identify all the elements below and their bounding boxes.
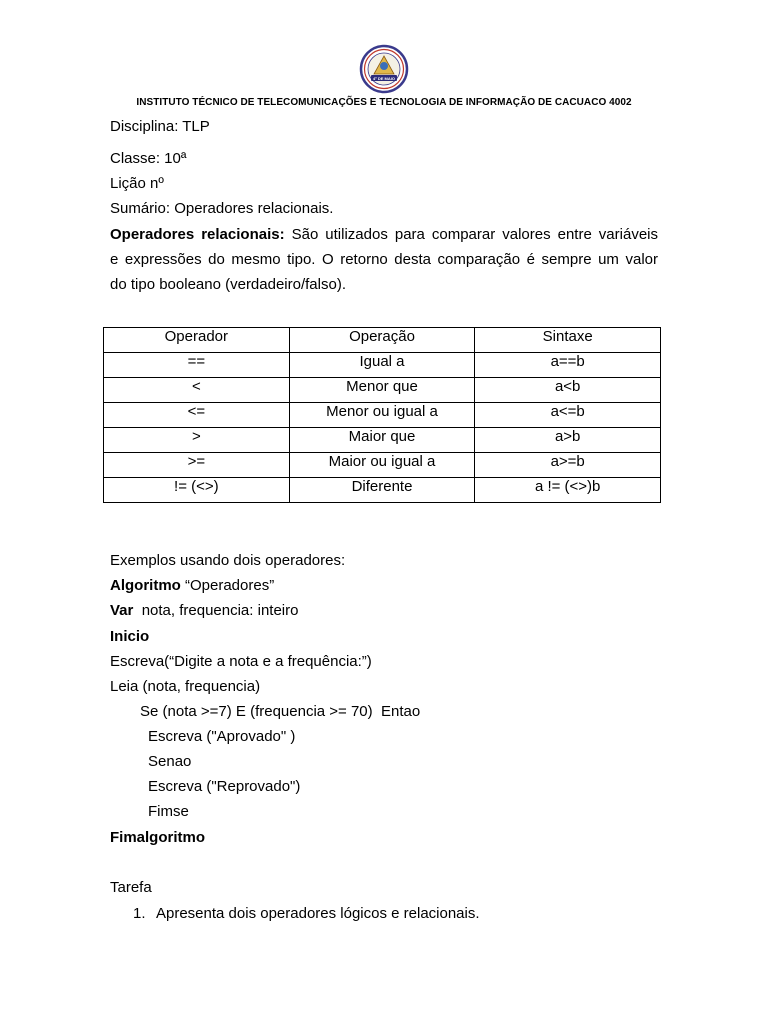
class-line: Classe: 10ª <box>110 150 187 167</box>
var-keyword: Var <box>110 602 134 619</box>
var-line <box>110 602 298 620</box>
se-line: Se (nota >=7) E (frequencia >= 70) Entao <box>140 703 421 720</box>
cell-syntax: a<b <box>475 378 661 403</box>
cell-syntax: a==b <box>475 353 661 378</box>
table-row <box>104 353 661 378</box>
cell-syntax: a>b <box>475 428 661 453</box>
school-logo <box>358 44 410 94</box>
definition-line-3: do tipo booleano (verdadeiro/falso). <box>110 276 346 293</box>
algorithm-line <box>110 577 274 595</box>
table-header-row <box>104 328 661 353</box>
leia-line: Leia (nota, frequencia) <box>110 678 261 695</box>
lesson-line: Lição nº <box>110 175 164 192</box>
cell-operation: Diferente <box>289 478 475 503</box>
header-operador: Operador <box>104 328 290 353</box>
cell-operator: != (<>) <box>104 478 290 503</box>
summary-line: Sumário: Operadores relacionais. <box>110 200 334 217</box>
definition-line-2: e expressões do mesmo tipo. O retorno desta comparação é sempre um valor <box>110 251 658 268</box>
header-sintaxe: Sintaxe <box>475 328 661 353</box>
table-row <box>104 428 661 453</box>
cell-operator: >= <box>104 453 290 478</box>
escreva-prompt-line: Escreva(“Digite a nota e a frequência:”) <box>110 653 372 670</box>
institute-name: INSTITUTO TÉCNICO DE TELECOMUNICAÇÕES E TECNOLOGIA DE INFORMAÇÃO DE CACUACO 4002 <box>136 97 632 108</box>
task-title: Tarefa <box>110 879 152 896</box>
reprovado-line: Escreva ("Reprovado") <box>148 778 301 795</box>
var-declaration: nota, frequencia: inteiro <box>133 602 299 619</box>
cell-operator: < <box>104 378 290 403</box>
cell-operator: == <box>104 353 290 378</box>
table-row <box>104 403 661 428</box>
cell-syntax: a>=b <box>475 453 661 478</box>
svg-text:4º DE MAIO: 4º DE MAIO <box>373 75 395 81</box>
cell-syntax: a<=b <box>475 403 661 428</box>
table-row <box>104 378 661 403</box>
definition-line-1: Operadores relacionais: São utilizados para comparar valores entre variáveis <box>110 226 658 243</box>
cell-syntax: a != (<>)b <box>475 478 661 503</box>
examples-intro: Exemplos usando dois operadores: <box>110 552 346 569</box>
task-item-number: 1. <box>133 905 146 922</box>
cell-operator: <= <box>104 403 290 428</box>
discipline-line: Disciplina: TLP <box>110 118 210 135</box>
cell-operation: Igual a <box>289 353 475 378</box>
aprovado-line: Escreva ("Aprovado" ) <box>148 728 296 745</box>
table-row <box>104 478 661 503</box>
cell-operation: Maior ou igual a <box>289 453 475 478</box>
operators-table <box>103 327 661 503</box>
fimalgoritmo-line: Fimalgoritmo <box>110 829 206 846</box>
fimse-line: Fimse <box>148 803 189 820</box>
definition-term: Operadores relacionais: <box>110 226 285 243</box>
cell-operation: Menor que <box>289 378 475 403</box>
cell-operator: > <box>104 428 290 453</box>
cell-operation: Menor ou igual a <box>289 403 475 428</box>
header-operacao: Operação <box>289 328 475 353</box>
table-row <box>104 453 661 478</box>
inicio-line: Inicio <box>110 628 150 645</box>
definition-paragraph <box>110 222 658 297</box>
senao-line: Senao <box>148 753 192 770</box>
cell-operation: Maior que <box>289 428 475 453</box>
algorithm-keyword: Algoritmo <box>110 577 181 594</box>
algorithm-name: “Operadores” <box>180 577 275 594</box>
task-item-text: Apresenta dois operadores lógicos e relacionais. <box>156 905 480 922</box>
